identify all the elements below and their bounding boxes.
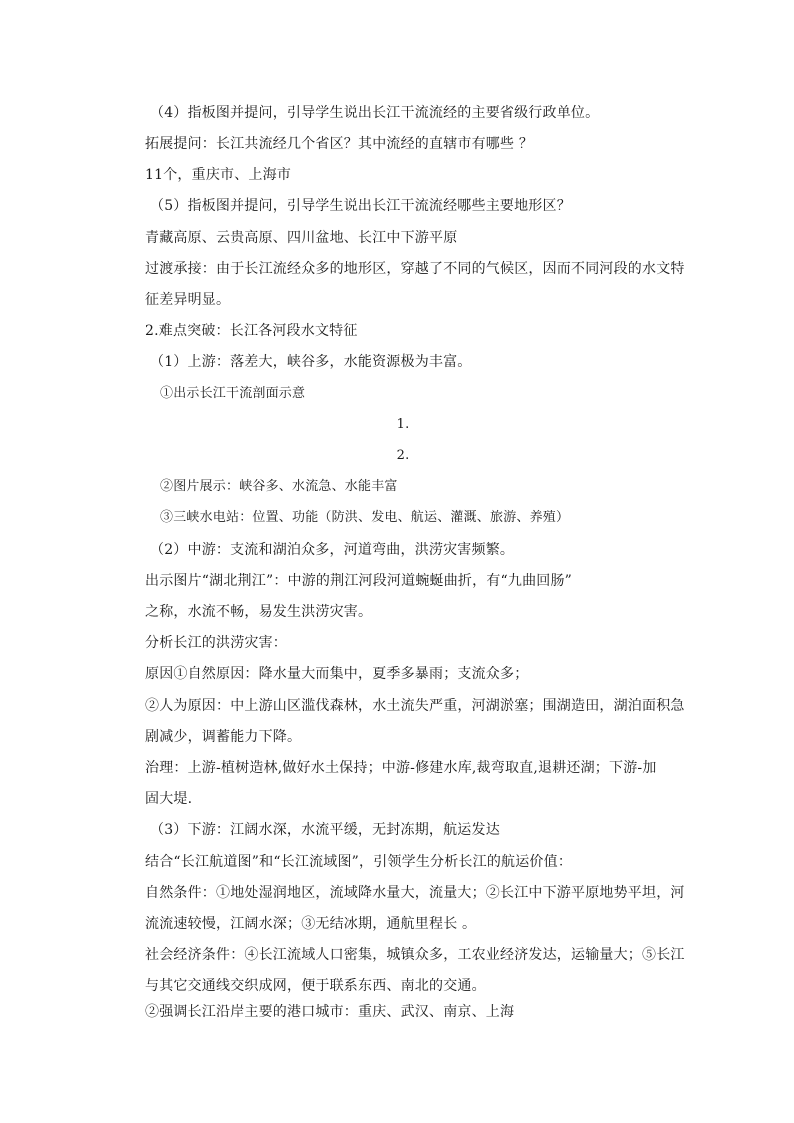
paragraph-line: 分析长江的洪涝灾害： (145, 635, 287, 651)
paragraph-line: 流流速较慢，江阔水深；③无结冰期，通航里程长 。 (145, 916, 477, 932)
list-number: 1. (396, 417, 410, 432)
paragraph-line: （4）指板图并提问，引导学生说出长江干流流经的主要省级行政单位。 (150, 105, 600, 121)
paragraph-line: 拓展提问：长江共流经几个省区？其中流经的直辖市有哪些 ？ (145, 136, 534, 152)
paragraph-line: 原因①自然原因：降水量大而集中，夏季多暴雨；支流众多； (145, 666, 529, 682)
paragraph-line: 与其它交通线交织成网，便于联系东西、南北的交通。 (145, 978, 486, 994)
paragraph-line: 11个，重庆市、上海市 (145, 167, 292, 183)
paragraph-line: ①出示长江干流剖面示意 (160, 386, 306, 401)
paragraph-line: 出示图片“湖北荆江”：中游的荆江河段河道蜿蜒曲折，有“九曲回肠” (145, 573, 573, 589)
paragraph-line: （2）中游：支流和湖泊众多，河道弯曲，洪涝灾害频繁。 (150, 542, 515, 558)
paragraph-line: 治理：上游-植树造林,做好水土保持；中游-修建水库,裁弯取直,退耕还湖；下游-加 (145, 760, 657, 776)
section-heading: 2.难点突破：长江各河段水文特征 (145, 323, 358, 339)
paragraph-line: ②人为原因：中上游山区滥伐森林，水土流失严重，河湖淤塞；围湖造田，湖泊面积急 (145, 698, 685, 714)
paragraph-line: 结合“长江航道图”和“长江流域图”，引领学生分析长江的航运价值： (145, 854, 573, 870)
paragraph-line: 青藏高原、云贵高原、四川盆地、长江中下游平原 (145, 230, 458, 246)
paragraph-line: （5）指板图并提问，引导学生说出长江干流流经哪些主要地形区？ (150, 198, 571, 214)
paragraph-line: ③三峡水电站：位置、功能（防洪、发电、航运、灌溉、旅游、养殖） (160, 510, 570, 525)
paragraph-line: 社会经济条件：④长江流域人口密集，城镇众多，工农业经济发达，运输量大；⑤长江 (145, 947, 685, 963)
paragraph-line: 过渡承接：由于长江流经众多的地形区，穿越了不同的气候区，因而不同河段的水文特 (145, 261, 685, 277)
paragraph-line: 之称，水流不畅，易发生洪涝灾害。 (145, 604, 373, 620)
paragraph-line: 剧减少，调蓄能力下降。 (145, 729, 302, 745)
paragraph-line: 征差异明显。 (145, 292, 231, 308)
list-number: 2. (396, 448, 410, 463)
paragraph-line: ②图片展示：峡谷多、水流急、水能丰富 (160, 479, 398, 494)
paragraph-line: 自然条件：①地处湿润地区，流域降水量大，流量大；②长江中下游平原地势平坦，河 (145, 885, 685, 901)
paragraph-line: （1）上游：落差大，峡谷多，水能资源极为丰富。 (150, 354, 472, 370)
paragraph-line: （3）下游：江阔水深，水流平缓，无封冻期，航运发达 (150, 822, 500, 838)
paragraph-line: 固大堤. (145, 791, 193, 807)
paragraph-line: ②强调长江沿岸主要的港口城市：重庆、武汉、南京、上海 (145, 1004, 515, 1020)
